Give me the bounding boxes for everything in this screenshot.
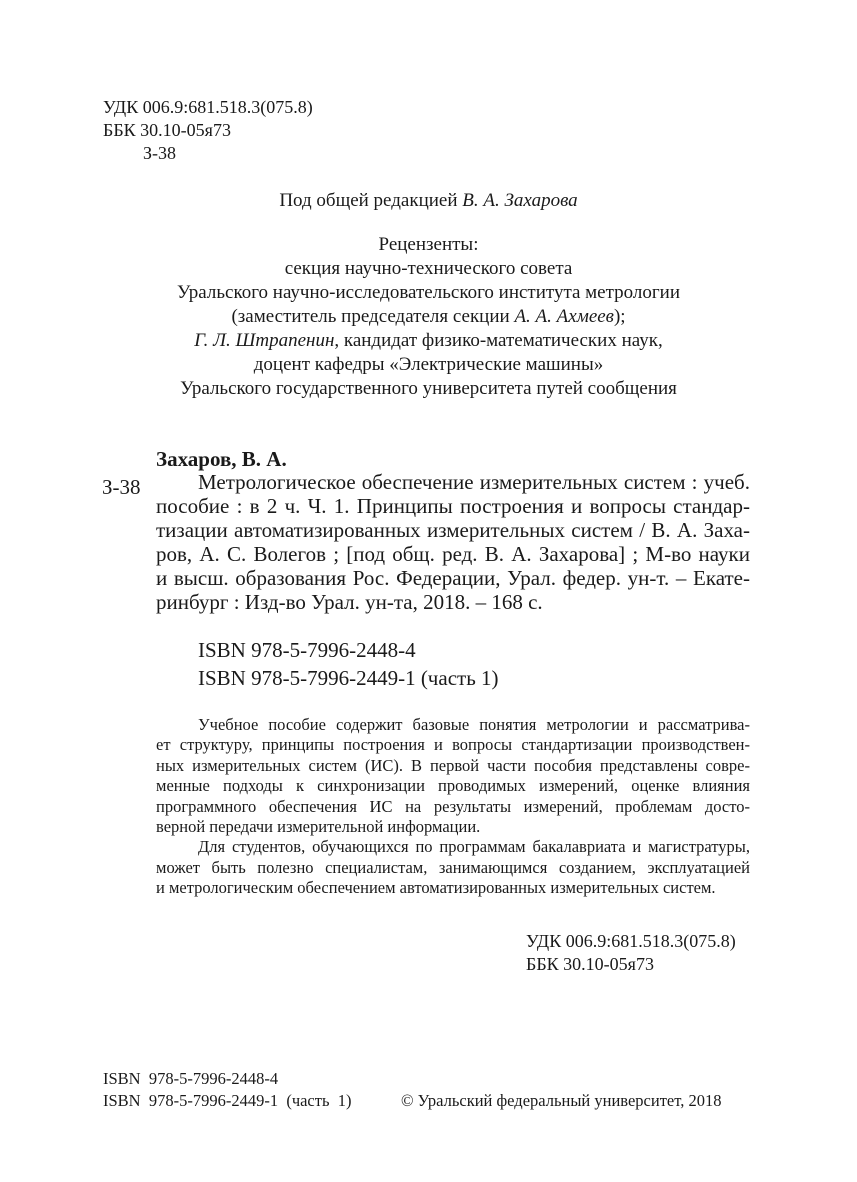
catalog-line: тизации автоматизированных измерительных систем / В. А. Заха- — [156, 518, 750, 542]
bbk-code-bottom: ББК 30.10-05я73 — [526, 954, 654, 974]
annotation-line: может быть полезно специалистам, занимающимся созданием, эксплуатацией — [156, 857, 750, 877]
udk-code-bottom: УДК 006.9:681.518.3(075.8) — [526, 931, 736, 951]
annotation-line: Учебное пособие содержит базовые понятия метрологии и рассматрива- — [198, 715, 750, 734]
annotation — [156, 715, 750, 899]
catalog-line: ринбург : Изд-во Урал. ун-та, 2018. – 168 с. — [156, 590, 543, 614]
footer-isbn-block — [103, 1068, 352, 1112]
bottom-classification-codes — [526, 930, 736, 976]
reviewer1-line3-suffix: ); — [613, 306, 626, 327]
reviewer1-line3 — [0, 305, 857, 329]
reviewer2-line1 — [0, 329, 857, 353]
annotation-line: ных измерительных систем (ИС). В первой части пособия представлены совре- — [156, 755, 750, 775]
reviewer2-name: Г. Л. Штрапенин — [194, 330, 335, 351]
catalog-line: ров, А. С. Волегов ; [под общ. ред. В. А. Захарова] ; М-во науки — [156, 542, 750, 566]
footer-isbn-2: ISBN 978-5-7996-2449-1 (часть 1) — [103, 1091, 352, 1110]
author-mark: З-38 — [143, 143, 177, 163]
catalog-line: и высш. образования Рос. Федерации, Урал. федер. ун-т. – Екате- — [156, 566, 750, 590]
annotation-line: верной передачи измерительной информации. — [156, 817, 481, 837]
editor-name: В. А. Захарова — [462, 190, 578, 211]
catalog-mark: З-38 — [102, 475, 141, 499]
catalog-author: Захаров, В. А. — [156, 447, 287, 471]
footer-isbn-1: ISBN 978-5-7996-2448-4 — [103, 1069, 279, 1088]
editor-line — [0, 190, 857, 212]
copyright-notice: © Уральский федеральный университет, 2018 — [401, 1091, 722, 1110]
catalog-description — [156, 470, 750, 614]
catalog-isbn-1: ISBN 978-5-7996-2448-4 — [198, 638, 416, 662]
catalog-line: пособие : в 2 ч. Ч. 1. Принципы построения и вопросы стандар- — [156, 494, 750, 518]
reviewers-heading: Рецензенты: — [378, 234, 479, 255]
reviewer1-line2: Уральского научно-исследовательского института метрологии — [176, 282, 681, 303]
reviewer2-line3: Уральского государственного университета путей сообщения — [180, 378, 677, 399]
catalog-isbn-block — [198, 636, 499, 692]
annotation-line: и метрологическим обеспечением автоматизированных измерительных систем. — [156, 878, 716, 898]
reviewer2-line2: доцент кафедры «Электрические машины» — [253, 354, 604, 375]
reviewer1-line3-prefix: (заместитель председателя секции — [231, 306, 515, 327]
annotation-line: Для студентов, обучающихся по программам бакалавриата и магистратуры, — [198, 837, 750, 857]
reviewer2-title: , кандидат физико-математических наук, — [334, 330, 663, 351]
catalog-line: Метрологическое обеспечение измерительных систем : учеб. — [198, 470, 750, 494]
top-classification-codes — [103, 96, 313, 165]
reviewers-block — [0, 233, 857, 401]
reviewer1-deputy-name: А. А. Ахмеев — [514, 306, 614, 327]
annotation-line: менные подходы к синхронизации проводимых измерений, оценке влияния — [156, 776, 750, 796]
reviewer1-line1: секция научно-технического совета — [284, 258, 573, 279]
bbk-code: ББК 30.10-05я73 — [103, 120, 231, 140]
annotation-line: ет структуру, принципы построения и вопросы стандартизации производствен- — [156, 735, 750, 755]
editor-prefix: Под общей редакцией — [279, 190, 463, 211]
catalog-isbn-2: ISBN 978-5-7996-2449-1 (часть 1) — [198, 666, 499, 690]
annotation-line: программного обеспечения ИС на результаты измерений, проблемам досто- — [156, 796, 750, 816]
udk-code: УДК 006.9:681.518.3(075.8) — [103, 97, 313, 117]
